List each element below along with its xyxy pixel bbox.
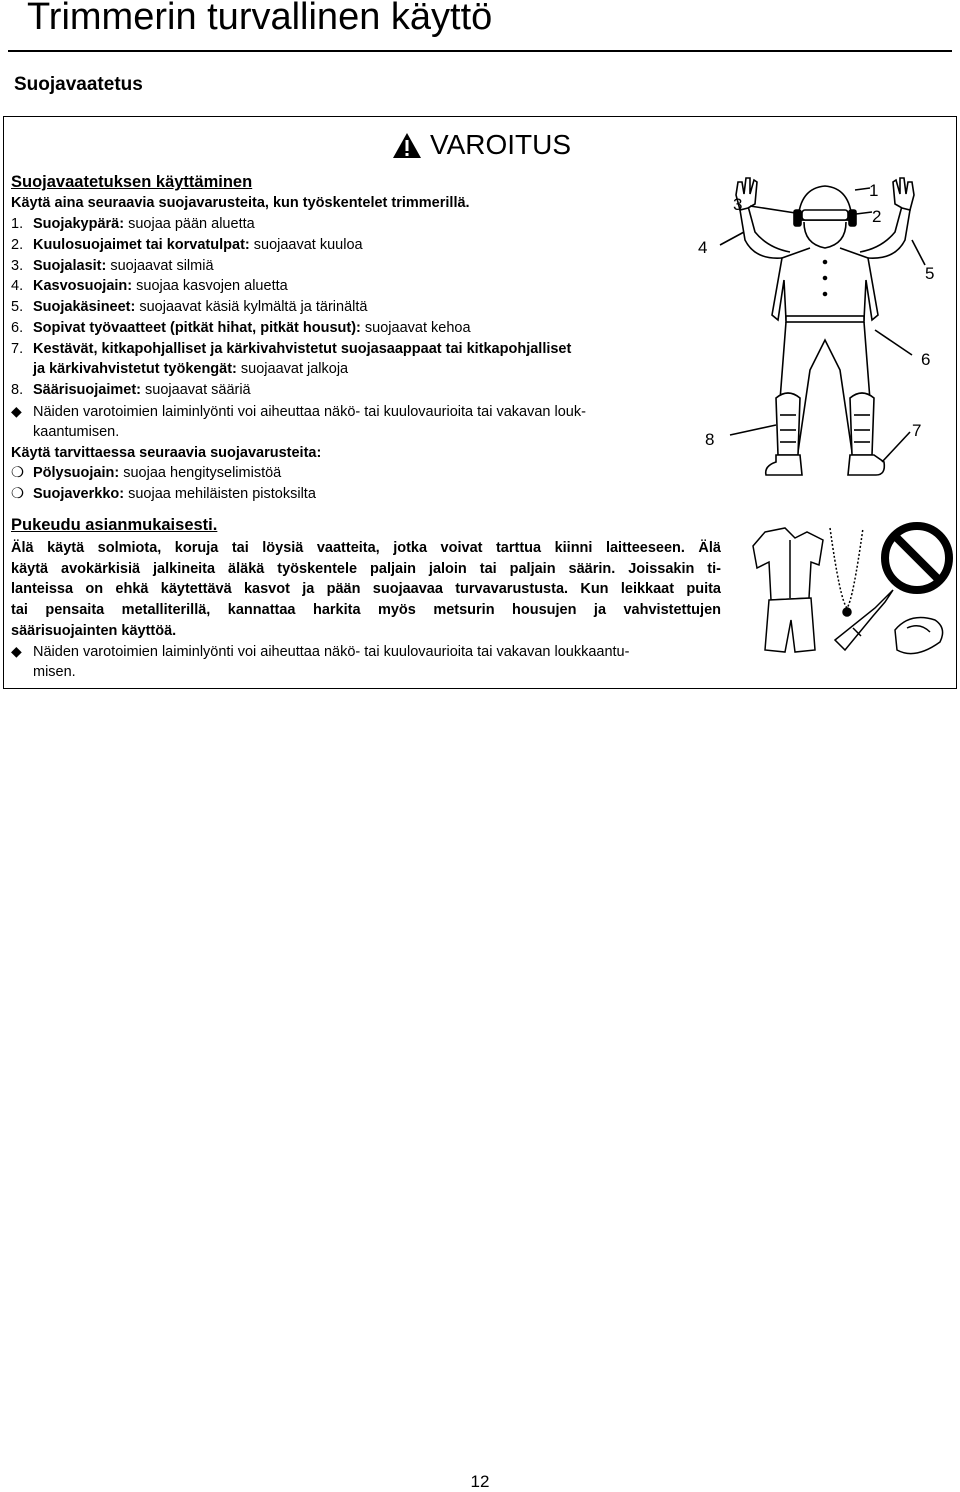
section-title: Suojavaatetus [14,74,143,95]
callout-3: 3 [733,195,743,214]
title-divider [8,50,952,52]
dress-text-line: tai pensaita metalliterillä, kannattaa harkita myös metsurin housujen ja vahvistettujen [11,602,721,618]
diamond-bullet-icon: ◆ [11,403,22,419]
callout-1: 1 [869,181,879,200]
warning-label: VAROITUS [430,129,572,160]
warning-header [392,130,571,160]
prohibited-items-figure [735,520,955,670]
list-item: ❍ Suojaverkko: suojaa mehiläisten pistoksilta [11,484,316,505]
page-title: Trimmerin turvallinen käyttö [27,0,493,38]
list-item: 8. Säärisuojaimet: suojaavat sääriä [11,382,251,398]
list-item: ❍ Pölysuojain: suojaa hengityselimistöä [11,463,281,484]
loose-shirt-icon [753,528,823,600]
usage-intro: Käytä aina seuraavia suojavarusteita, kun työskentelet trimmerillä. [11,195,470,211]
dress-heading: Pukeudu asianmukaisesti. [11,516,218,534]
dress-text-line: lanteissa on ehkä käytettävä kasvot ja pään suojaavaa turvavarustusta. Kun leikkaat puita [11,581,721,597]
dress-text-line: säärisuojainten käyttöä. [11,623,177,639]
callout-5: 5 [925,264,935,283]
warning-note: ◆ Näiden varotoimien laiminlyönti voi aiheuttaa näkö- tai kuulovaurioita tai vakavan loukkaantu- [11,643,630,660]
shorts-icon [765,598,815,652]
list-item: 5. Suojakäsineet: suojaavat käsiä kylmältä ja tärinältä [11,299,368,315]
callout-8: 8 [705,430,715,449]
warning-triangle-icon [392,132,422,159]
warning-note-continued: kaantumisen. [33,424,120,440]
list-item: 2. Kuulosuojaimet tai korvatulpat: suojaavat kuuloa [11,237,363,253]
list-item-continued: ja kärkivahvistetut työkengät: suojaavat jalkoja [33,361,349,377]
callout-2: 2 [872,207,882,226]
usage-heading: Suojavaatetuksen käyttäminen [11,173,253,191]
sandal-icon [895,618,943,654]
callout-4: 4 [698,238,708,257]
warning-note: ◆ Näiden varotoimien laiminlyönti voi aiheuttaa näkö- tai kuulovaurioita tai vakavan louk- [11,403,586,420]
list-item: 3. Suojalasit: suojaavat silmiä [11,258,214,274]
callout-6: 6 [921,350,931,369]
goggles-icon [802,210,848,220]
callout-7: 7 [912,421,922,440]
list-item: 1. Suojakypärä: suojaa pään aluetta [11,216,255,232]
shin-guard-icon [776,393,800,455]
page-number: 12 [470,1472,490,1491]
dress-text-line: Älä käytä solmiota, koruja tai löysiä vaatteita, jotka voivat tarttua kiinni laitteeseen. Älä [11,540,721,556]
protective-equipment-figure [700,170,950,490]
circle-bullet-icon: ❍ [11,486,24,502]
list-item: 7. Kestävät, kitkapohjalliset ja kärkivahvistetut suojasaappaat tai kitkapohjalliset [11,341,572,357]
boot-icon [766,455,802,475]
circle-bullet-icon: ❍ [11,465,24,481]
optional-heading: Käytä tarvittaessa seuraavia suojavarusteita: [11,445,322,461]
diamond-bullet-icon: ◆ [11,643,22,659]
dress-text-line: käytä avokärkisiä jalkineita äläkä työskentele paljain jaloin tai paljain säärin. Joissakin ti- [11,561,721,577]
necklace-icon [830,528,863,608]
list-item: 4. Kasvosuojain: suojaa kasvojen aluetta [11,278,288,294]
list-item: 6. Sopivat työvaatteet (pitkät hihat, pitkät housut): suojaavat kehoa [11,320,471,336]
warning-note-continued: misen. [33,664,76,680]
